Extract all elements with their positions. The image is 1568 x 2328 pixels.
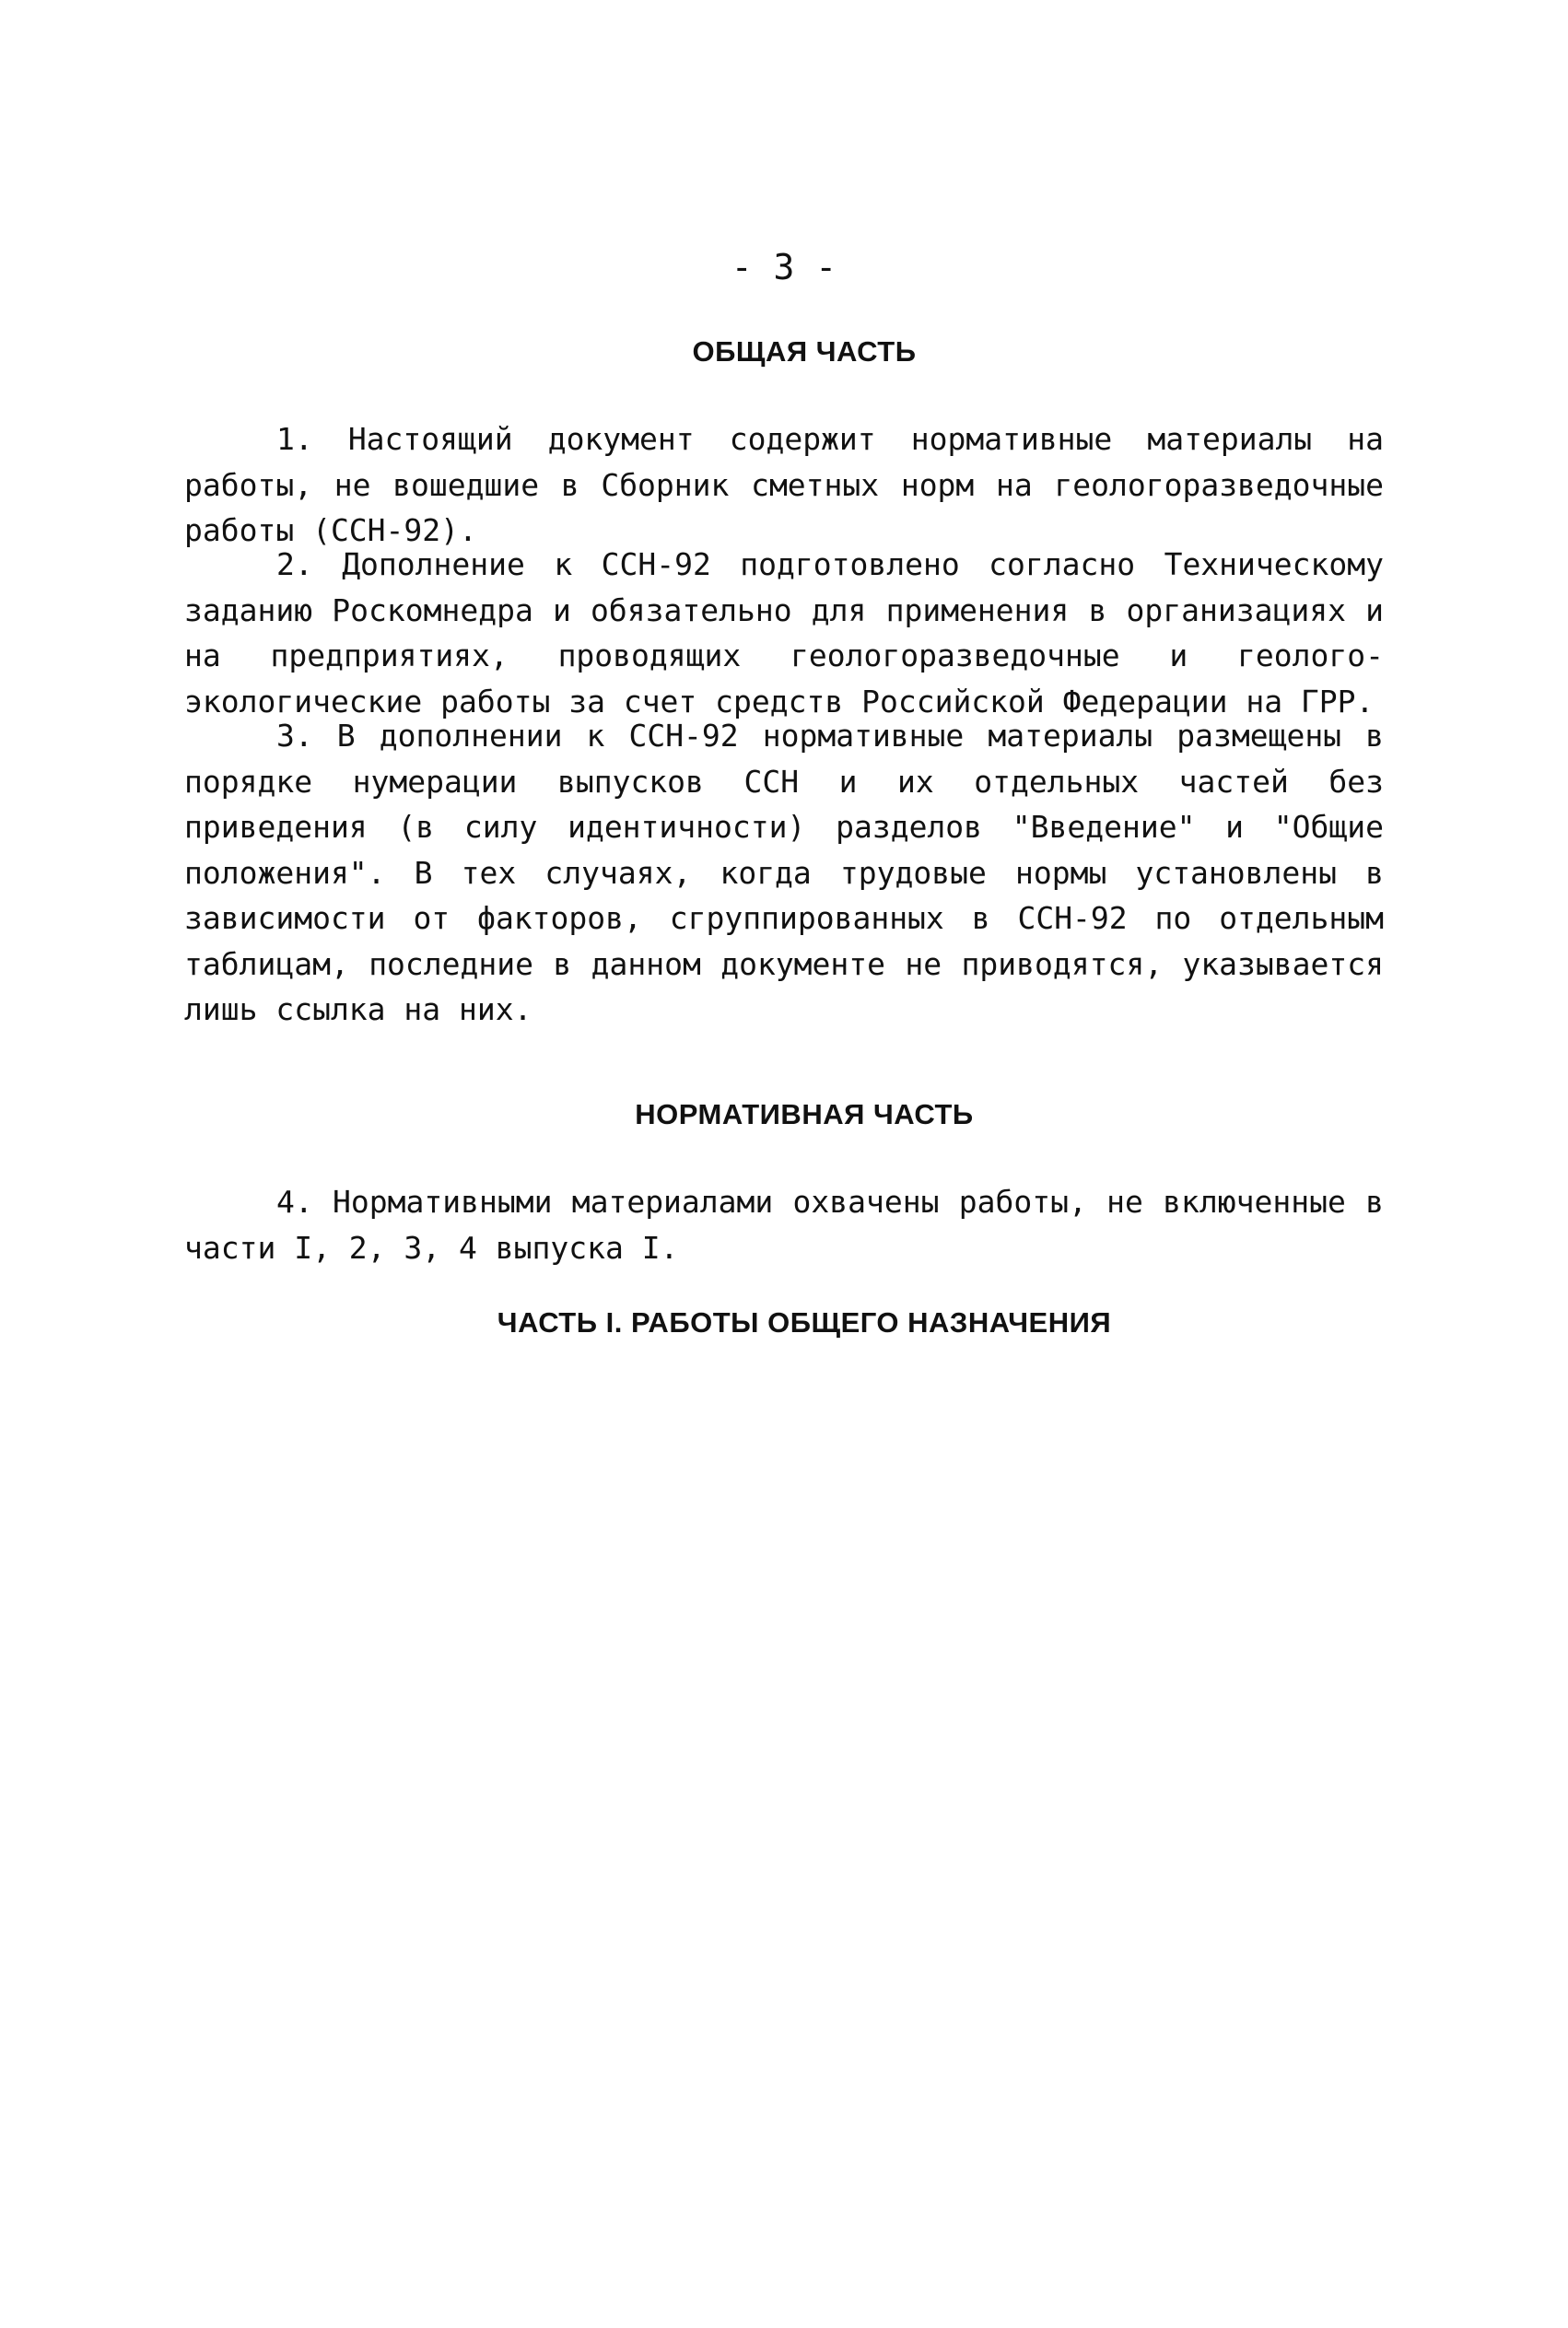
page-number: - 3 -	[731, 247, 837, 287]
paragraph-3: 3. В дополнении к ССН-92 нормативные материалы размещены в порядке нумерации выпусков ССН и их отдельных частей без приведения (в силу идентичности) разделов "Введение" и "Общие положения". В тех случаях, когда трудовые нормы установлены в зависимости от факторов, сгруппированных в ССН-92 по отдельным таблицам, последние в данном документе не приводятся, указывается лишь ссылка на них.	[184, 718, 1384, 1027]
section-heading-normative: НОРМАТИВНАЯ ЧАСТЬ	[635, 1098, 974, 1130]
paragraph-1: 1. Настоящий документ содержит нормативные материалы на работы, не вошедшие в Сборник сметных норм на геологоразведочные работы (ССН-92).	[184, 421, 1384, 548]
section-heading-part-1: ЧАСТЬ I. РАБОТЫ ОБЩЕГО НАЗНАЧЕНИЯ	[497, 1306, 1112, 1339]
section-heading-general: ОБЩАЯ ЧАСТЬ	[692, 335, 917, 368]
paragraph-4: 4. Нормативными материалами охвачены работы, не включенные в части I, 2, 3, 4 выпуска I.	[184, 1184, 1384, 1266]
paragraph-2: 2. Дополнение к ССН-92 подготовлено согласно Техническому заданию Роскомнедра и обязательно для применения в организациях и на предприятиях, проводящих геологоразведочные и геолого-экологические работы за счет средств Российской Федерации на ГРР.	[184, 546, 1384, 719]
